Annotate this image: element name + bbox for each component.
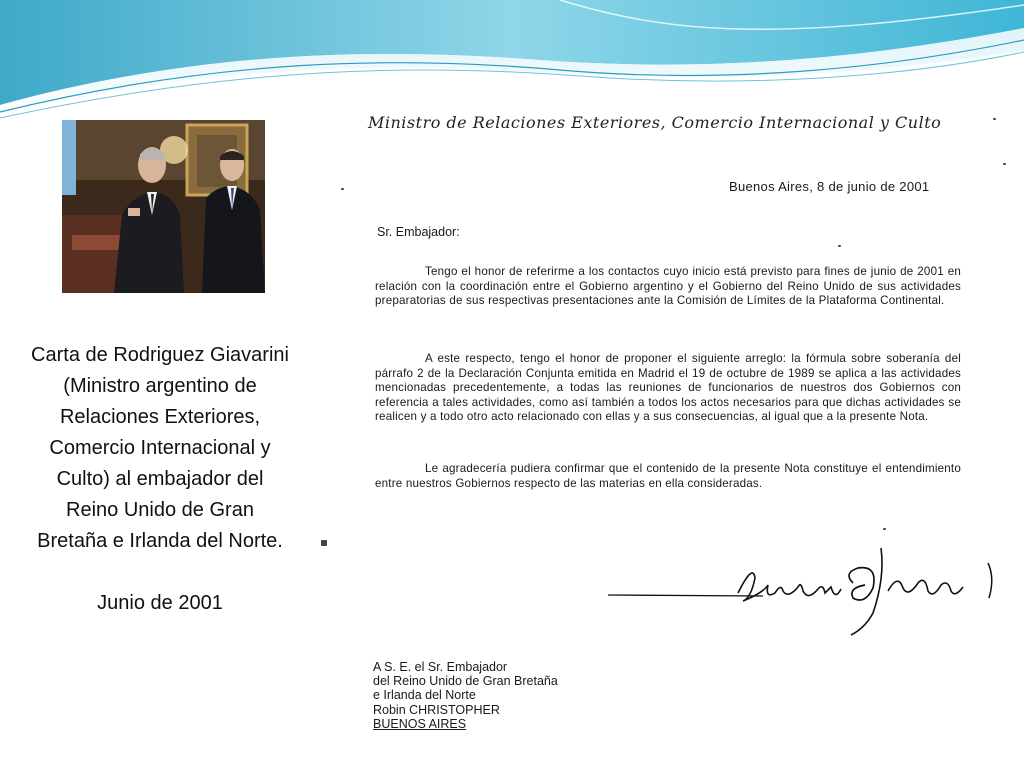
letter-paragraph-3: [375, 462, 961, 491]
letterhead: Ministro de Relaciones Exteriores, Comercio Internacional y Culto: [368, 113, 942, 132]
scan-speck: [993, 118, 996, 120]
letter-addressee: [373, 660, 558, 731]
handwritten-signature: [603, 543, 1003, 643]
addressee-line-1: A S. E. el Sr. Embajador: [373, 660, 508, 674]
scan-speck: [321, 540, 327, 546]
paragraph-1-text: Tengo el honor de referirme a los contactos cuyo inicio está previsto para fines de junio de 2001 en relación con la coordinación entre el Gobierno argentino y el Gobierno del Reino Unido de sus actividades preparatorias de sus respectivas presentaciones ante la Comisión de Límites de la Plataforma Continental.: [375, 265, 961, 308]
letter-salutation: Sr. Embajador:: [377, 225, 460, 239]
scan-speck: [341, 188, 344, 190]
letter-paragraph-2: [375, 352, 961, 425]
scan-speck: [838, 245, 841, 247]
scan-speck: [883, 528, 886, 530]
scan-speck: [1003, 163, 1006, 165]
ministers-photo: [62, 120, 265, 293]
addressee-line-4: Robin CHRISTOPHER: [373, 702, 500, 717]
letter-place-date: Buenos Aires, 8 de junio de 2001: [729, 179, 930, 194]
addressee-line-2: del Reino Unido de Gran Bretaña: [373, 674, 558, 689]
letter-paragraph-1: [375, 265, 961, 309]
caption-text: Carta de Rodriguez Giavarini (Ministro argentino de Relaciones Exteriores, Comercio Internacional y Culto) al embajador del Reino Unido de Gran Bretaña e Irlanda del Norte.: [31, 344, 289, 552]
paragraph-3-text: Le agradecería pudiera confirmar que el contenido de la presente Nota constituye el entendimiento entre nuestros Gobiernos respecto de las materias en ella consideradas.: [375, 462, 961, 490]
addressee-line-5: BUENOS AIRES: [373, 716, 467, 731]
caption-date: Junio de 2001: [97, 592, 223, 614]
paragraph-2-text: A este respecto, tengo el honor de proponer el siguiente arreglo: la fórmula sobre soberanía del párrafo 2 de la Declaración Conjunta emitida en Madrid el 19 de octubre de 1989 se aplica a las actividades mencionadas precedentemente, a todas las reuniones de funcionarios de nuestros dos Gobiernos con referencia a tales actividades, como así también a todos los actos necesarios para que dichas actividades se realicen y a todo otro acto relacionado con ellas y a sus consecuencias, al igual que a la presente Nota.: [375, 352, 961, 424]
slide-caption: [30, 340, 290, 619]
scanned-letter: [303, 88, 1023, 758]
addressee-line-3: e Irlanda del Norte: [373, 688, 476, 703]
